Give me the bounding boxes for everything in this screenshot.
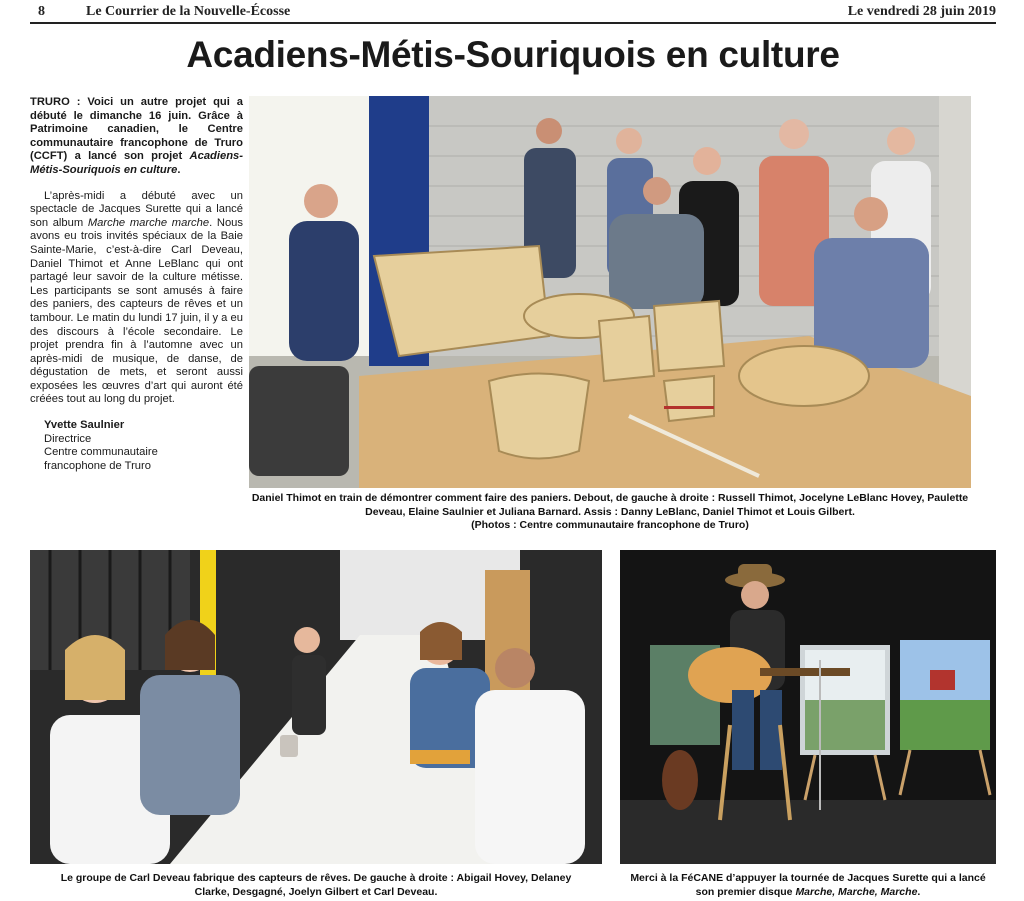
article-body: L’après-midi a débuté avec un spectacle de Jacques Surette qui a lancé son album Marche marche marche. Nous avons eu trois invités spéciaux de la Baie Sainte-Marie, c’est-à-dire Carl Deveau, Daniel Thimot et Anne LeBlanc qui ont partagé leur savoir de la culture métisse. Les participants se sont amusés à faire des paniers, des capteurs de rêves et un tambour. Le matin du lundi 17 juin, il y a eu des discours à l’école secondaire. Le projet prendra fin à l’automne avec un après-midi de musique, de danse, de dégustation de mets, et seront aussi exposées les œuvres d’art qui auront été créées tout au long du projet. bbox=[30, 189, 243, 406]
headline: Acadiens-Métis-Souriquois en culture bbox=[186, 34, 840, 75]
page-number: 8 bbox=[38, 4, 45, 19]
caption-bottom-left: Le groupe de Carl Deveau fabrique des capteurs de rêves. De gauche à droite : Abigail Hovey, Delaney Clarke, Desgagné, Joelyn Gilbert et Carl Deveau. bbox=[60, 872, 572, 898]
caption-top bbox=[249, 492, 971, 533]
caption-top-text: Daniel Thimot en train de démontrer comment faire des paniers. Debout, de gauche à droite : Russell Thimot, Jocelyne LeBlanc Hovey, Paulette Deveau, Elaine Saulnier et Juliana Barnard. Assis : Danny LeBlanc, Daniel Thimot et Louis Gilbert. bbox=[251, 492, 969, 518]
article-text bbox=[30, 96, 243, 473]
signature-name: Yvette Saulnier bbox=[44, 419, 125, 432]
photo-concert bbox=[620, 550, 996, 864]
publication-name: Le Courrier de la Nouvelle-Écosse bbox=[86, 4, 291, 19]
caption-bottom-right: Merci à la FéCANE d’appuyer la tournée de Jacques Surette qui a lancé son premier disque Marche, Marche, Marche. bbox=[630, 872, 986, 898]
signature bbox=[44, 419, 243, 473]
photo-basket-making bbox=[249, 96, 971, 488]
article-lead: TRURO : Voici un autre projet qui a débuté le dimanche 16 juin. Grâce à Patrimoine canadien, le Centre communautaire francophone de Truro (CCFT) a lancé son projet Acadiens-Métis-Souriquois en culture. bbox=[30, 96, 243, 176]
issue-date: Le vendredi 28 juin 2019 bbox=[847, 4, 996, 19]
signature-role: Directrice bbox=[44, 432, 92, 445]
header-rule bbox=[30, 22, 996, 24]
page-header bbox=[30, 4, 996, 22]
signature-org-1: Centre communautaire bbox=[44, 446, 158, 459]
photo-credit: (Photos : Centre communautaire francophone de Truro) bbox=[471, 519, 749, 531]
signature-org-2: francophone de Truro bbox=[44, 459, 151, 472]
photo-dreamcatchers bbox=[30, 550, 602, 864]
